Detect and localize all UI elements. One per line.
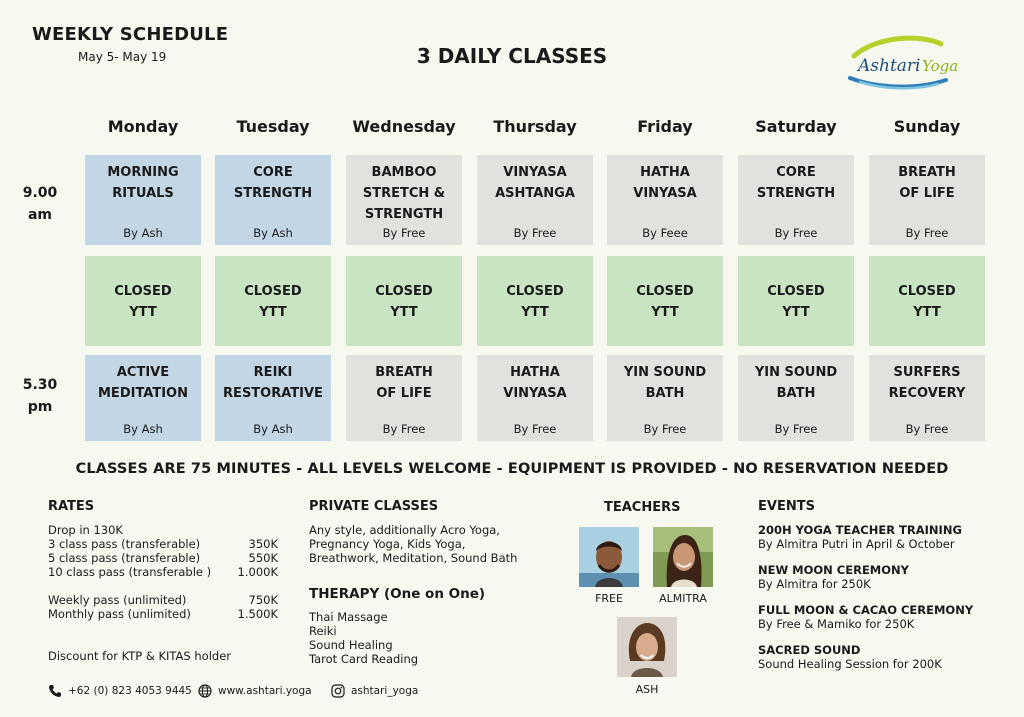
teachers-heading: TEACHERS xyxy=(604,500,681,515)
class-name-line: STRETCH & xyxy=(362,186,446,201)
day-header-sunday: Sunday xyxy=(893,117,961,136)
logo-text-ashtari: Ashtari xyxy=(858,56,921,76)
class-name-line: YTT xyxy=(259,305,287,320)
teacher-name-ash: ASH xyxy=(635,683,659,696)
class-name xyxy=(738,155,854,204)
class-name-line: SURFERS xyxy=(893,365,961,380)
private-line: Breathwork, Meditation, Sound Bath xyxy=(309,551,518,565)
class-name-line: YTT xyxy=(782,305,810,320)
rate-row xyxy=(48,565,288,579)
class-name-line: CLOSED xyxy=(375,284,433,299)
event-item xyxy=(758,643,1018,671)
class-name xyxy=(215,155,331,204)
class-name-line: STRENGTH xyxy=(364,207,444,222)
instructor-label: By Free xyxy=(643,422,687,436)
rate-price: 1.500K xyxy=(237,607,278,621)
class-name-line: CLOSED xyxy=(636,284,694,299)
class-name-line: VINYASA xyxy=(633,186,697,201)
footer-phone xyxy=(48,684,192,698)
class-name-line: RESTORATIVE xyxy=(223,386,323,401)
class-name-line: CLOSED xyxy=(506,284,564,299)
phone-icon xyxy=(48,684,62,698)
schedule-title: WEEKLY SCHEDULE xyxy=(32,24,229,45)
teacher-name-free: FREE xyxy=(595,592,623,605)
event-detail: Sound Healing Session for 200K xyxy=(758,657,942,671)
class-name-line: CLOSED xyxy=(767,284,825,299)
class-name xyxy=(477,256,593,323)
class-name-line: CORE xyxy=(253,165,293,180)
class-name-line: YIN SOUND xyxy=(623,365,707,380)
time-evening-period: pm xyxy=(27,399,53,415)
footer-website xyxy=(198,684,312,698)
class-cell-morning-tuesday xyxy=(215,155,331,245)
classes-info-banner: CLASSES ARE 75 MINUTES - ALL LEVELS WELCOME - EQUIPMENT IS PROVIDED - NO RESERVATION NEEDED xyxy=(75,461,949,477)
class-name-line: MORNING xyxy=(107,165,179,180)
discount-note: Discount for KTP & KITAS holder xyxy=(48,649,232,663)
time-morning-hour: 9.00 xyxy=(22,185,58,201)
therapy-item: Tarot Card Reading xyxy=(309,652,419,666)
rates-heading: RATES xyxy=(48,499,95,514)
private-line: Pregnancy Yoga, Kids Yoga, xyxy=(309,537,466,551)
rate-row xyxy=(48,551,288,565)
class-name-line: YTT xyxy=(913,305,941,320)
class-name xyxy=(869,355,985,404)
day-header-monday: Monday xyxy=(107,117,179,136)
class-cell-morning-sunday xyxy=(869,155,985,245)
rate-row xyxy=(48,537,288,551)
day-header-tuesday: Tuesday xyxy=(236,117,310,136)
class-name xyxy=(346,355,462,404)
time-evening-hour: 5.30 xyxy=(22,377,58,393)
therapy-item: Sound Healing xyxy=(309,638,393,652)
event-item xyxy=(758,563,1018,591)
instructor-label: By Free xyxy=(774,226,818,240)
class-name xyxy=(738,355,854,404)
event-item xyxy=(758,523,1018,551)
class-cell-midday-tuesday xyxy=(215,256,331,346)
rate-label: 3 class pass (transferable) xyxy=(48,537,201,551)
class-name-line: HATHA xyxy=(640,165,690,180)
events-heading: EVENTS xyxy=(758,499,815,514)
class-name xyxy=(607,256,723,323)
class-name-line: YTT xyxy=(129,305,157,320)
footer-instagram xyxy=(331,684,418,698)
day-header-friday: Friday xyxy=(637,117,693,136)
class-name-line: REIKI xyxy=(253,365,293,380)
events-section xyxy=(758,500,1018,683)
page-title: 3 DAILY CLASSES xyxy=(416,44,608,68)
instructor-label: By Free xyxy=(905,422,949,436)
class-name-line: BATH xyxy=(645,386,685,401)
class-name xyxy=(346,256,462,323)
class-name xyxy=(215,355,331,404)
class-cell-morning-saturday xyxy=(738,155,854,245)
class-name-line: BAMBOO xyxy=(371,165,437,180)
schedule-dates: May 5- May 19 xyxy=(78,50,167,64)
private-classes-section xyxy=(309,500,559,565)
class-name-line: YTT xyxy=(651,305,679,320)
rate-price: 550K xyxy=(248,551,278,565)
class-name-line: OF LIFE xyxy=(899,186,955,201)
event-title: FULL MOON & CACAO CEREMONY xyxy=(758,603,974,617)
class-name-line: BREATH xyxy=(898,165,956,180)
instructor-label: By Free xyxy=(513,226,557,240)
class-name xyxy=(477,355,593,404)
instructor-label: By Ash xyxy=(253,422,293,436)
class-name xyxy=(85,155,201,204)
instructor-label: By Ash xyxy=(123,226,163,240)
rate-row xyxy=(48,593,288,607)
time-label-evening xyxy=(14,374,66,418)
class-name-line: HATHA xyxy=(510,365,560,380)
event-detail: By Almitra Putri in April & October xyxy=(758,537,955,551)
class-name xyxy=(85,355,201,404)
rate-label: Weekly pass (unlimited) xyxy=(48,593,187,607)
instructor-label: By Free xyxy=(905,226,949,240)
class-name-line: VINYASA xyxy=(503,165,567,180)
event-title: SACRED SOUND xyxy=(758,643,861,657)
class-name xyxy=(607,355,723,404)
class-name-line: STRENGTH xyxy=(233,186,313,201)
class-cell-midday-monday xyxy=(85,256,201,346)
instructor-label: By Free xyxy=(513,422,557,436)
class-name-line: ASHTANGA xyxy=(495,186,575,201)
rate-label: Drop in 130K xyxy=(48,523,123,537)
private-line: Any style, additionally Acro Yoga, xyxy=(309,523,500,537)
ashtari-yoga-logo xyxy=(846,34,976,94)
class-cell-midday-thursday xyxy=(477,256,593,346)
class-cell-midday-friday xyxy=(607,256,723,346)
therapy-item: Reiki xyxy=(309,624,337,638)
instructor-label: By Free xyxy=(774,422,818,436)
day-header-saturday: Saturday xyxy=(755,117,837,136)
class-name xyxy=(215,256,331,323)
class-cell-evening-tuesday xyxy=(215,355,331,441)
rate-label: 10 class pass (transferable ) xyxy=(48,565,212,579)
class-cell-morning-thursday xyxy=(477,155,593,245)
instructor-label: By Feee xyxy=(642,226,688,240)
class-name xyxy=(869,256,985,323)
rate-price: 1.000K xyxy=(237,565,278,579)
rate-price: 750K xyxy=(248,593,278,607)
event-detail: By Almitra for 250K xyxy=(758,577,871,591)
class-name-line: CLOSED xyxy=(114,284,172,299)
class-cell-evening-thursday xyxy=(477,355,593,441)
rate-label: Monthly pass (unlimited) xyxy=(48,607,191,621)
class-name xyxy=(869,155,985,204)
instructor-label: By Ash xyxy=(253,226,293,240)
event-item xyxy=(758,603,1018,631)
instagram-handle[interactable]: ashtari_yoga xyxy=(351,685,419,697)
class-name-line: RITUALS xyxy=(112,186,174,201)
therapy-heading: THERAPY (One on One) xyxy=(309,586,486,602)
class-name-line: YIN SOUND xyxy=(754,365,838,380)
class-name-line: MEDITATION xyxy=(98,386,188,401)
therapy-list xyxy=(309,610,418,666)
class-cell-morning-monday xyxy=(85,155,201,245)
phone-number[interactable]: +62 (0) 823 4053 9445 xyxy=(68,685,192,697)
class-cell-morning-wednesday xyxy=(346,155,462,245)
private-classes-heading: PRIVATE CLASSES xyxy=(309,499,439,514)
logo-text-yoga: Yoga xyxy=(922,57,959,75)
class-cell-evening-friday xyxy=(607,355,723,441)
class-name-line: CLOSED xyxy=(898,284,956,299)
event-detail: By Free & Mamiko for 250K xyxy=(758,617,915,631)
class-name-line: YTT xyxy=(521,305,549,320)
day-header-wednesday: Wednesday xyxy=(352,117,456,136)
teacher-photo-almitra xyxy=(653,527,713,587)
rate-label: 5 class pass (transferable) xyxy=(48,551,201,565)
event-title: NEW MOON CEREMONY xyxy=(758,563,909,577)
class-name xyxy=(346,155,462,225)
teacher-name-almitra: ALMITRA xyxy=(659,592,707,605)
rate-row xyxy=(48,523,288,537)
class-name-line: VINYASA xyxy=(503,386,567,401)
globe-icon xyxy=(198,684,212,698)
class-cell-evening-wednesday xyxy=(346,355,462,441)
class-name-line: STRENGTH xyxy=(756,186,836,201)
instructor-label: By Free xyxy=(382,226,426,240)
website-link[interactable]: www.ashtari.yoga xyxy=(218,685,312,697)
class-name xyxy=(738,256,854,323)
class-name-line: CLOSED xyxy=(244,284,302,299)
time-label-morning xyxy=(14,182,66,226)
class-cell-morning-friday xyxy=(607,155,723,245)
teacher-photo-ash xyxy=(617,617,677,677)
class-cell-evening-saturday xyxy=(738,355,854,441)
class-name xyxy=(85,256,201,323)
class-cell-midday-saturday xyxy=(738,256,854,346)
class-name-line: ACTIVE xyxy=(116,365,170,380)
class-name-line: CORE xyxy=(776,165,816,180)
class-cell-evening-sunday xyxy=(869,355,985,441)
class-name-line: OF LIFE xyxy=(376,386,432,401)
rate-row xyxy=(48,607,288,621)
instructor-label: By Free xyxy=(382,422,426,436)
class-name xyxy=(477,155,593,204)
class-name-line: BREATH xyxy=(375,365,433,380)
therapy-item: Thai Massage xyxy=(309,610,388,624)
class-cell-midday-sunday xyxy=(869,256,985,346)
class-cell-evening-monday xyxy=(85,355,201,441)
rates-section xyxy=(48,500,288,663)
rate-price: 350K xyxy=(248,537,278,551)
time-morning-period: am xyxy=(27,207,53,223)
class-name xyxy=(607,155,723,204)
class-name-line: BATH xyxy=(776,386,816,401)
instructor-label: By Ash xyxy=(123,422,163,436)
instagram-icon xyxy=(331,684,345,698)
day-header-thursday: Thursday xyxy=(493,117,577,136)
event-title: 200H YOGA TEACHER TRAINING xyxy=(758,523,962,537)
class-name-line: RECOVERY xyxy=(888,386,966,401)
class-cell-midday-wednesday xyxy=(346,256,462,346)
teacher-photo-free xyxy=(579,527,639,587)
class-name-line: YTT xyxy=(390,305,418,320)
